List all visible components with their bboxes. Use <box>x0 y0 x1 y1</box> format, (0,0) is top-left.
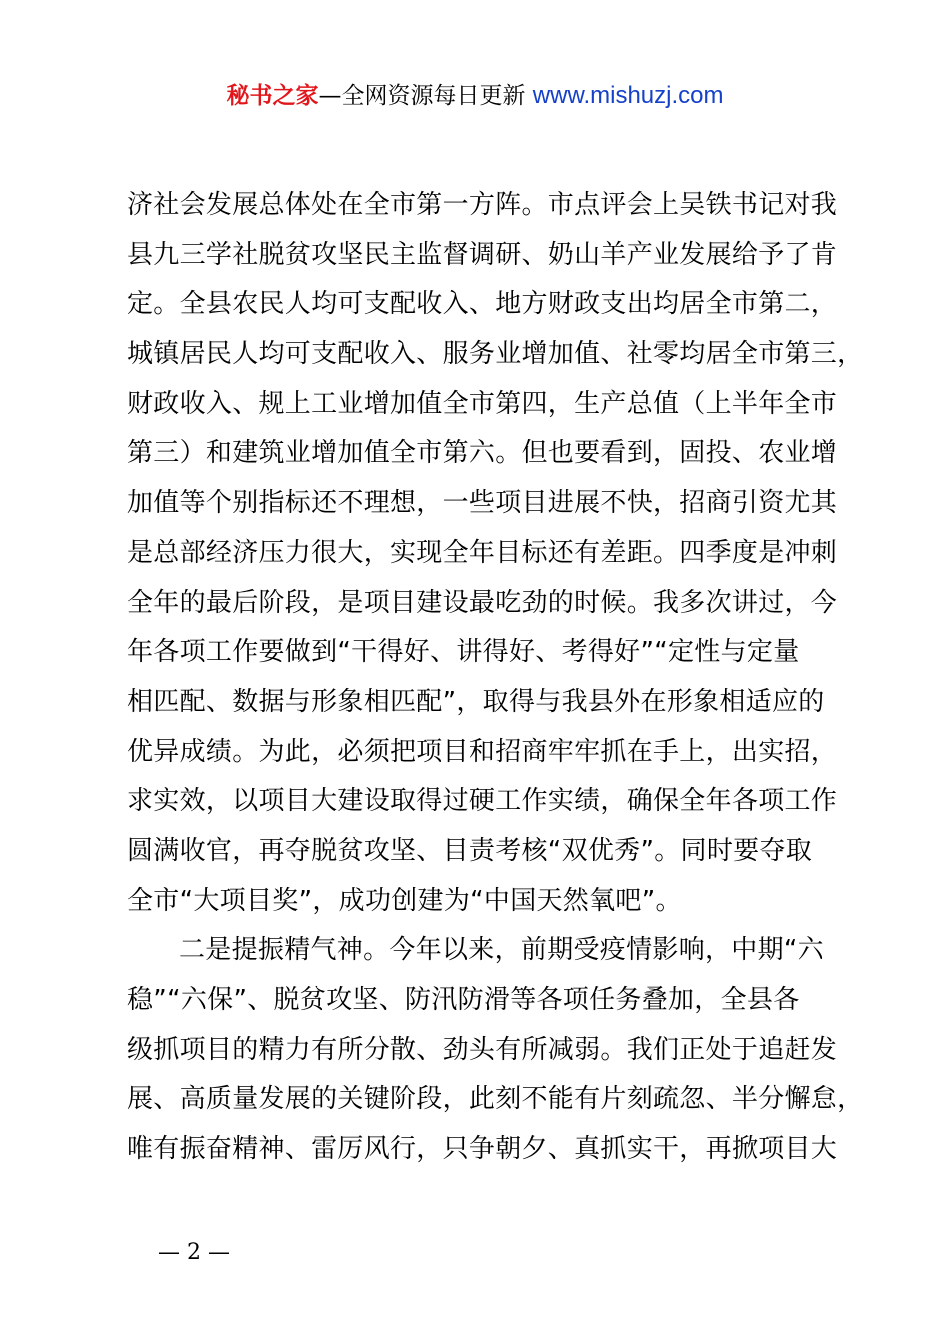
page-number: — 2 — <box>158 1240 230 1265</box>
header-tagline: —全网资源每日更新 <box>318 83 526 109</box>
text-line: 全市“大项目奖”，成功创建为“中国天然氧吧”。 <box>127 885 682 916</box>
text-line: 第三）和建筑业增加值全市第六。但也要看到，固投、农业增 <box>127 438 838 469</box>
text-line: 求实效，以项目大建设取得过硬工作实绩，确保全年各项工作 <box>127 786 838 817</box>
text-line: 展、高质量发展的关键阶段，此刻不能有片刻疏忽、半分懈怠， <box>127 1084 864 1115</box>
text-line: 圆满收官，再夺脱贫攻坚、目责考核“双优秀”。同时要夺取 <box>127 835 813 866</box>
text-line: 稳”“六保”、脱贫攻坚、防汛防滑等各项任务叠加，全县各 <box>127 985 800 1015</box>
text-line: 济社会发展总体处在全市第一方阵。市点评会上吴铁书记对我 <box>127 190 838 220</box>
text-line: 级抓项目的精力有所分散、劲头有所减弱。我们正处于追赶发 <box>127 1034 838 1065</box>
text-line: 城镇居民人均可支配收入、服务业增加值、社零均居全市第三， <box>127 339 864 370</box>
text-line: 全年的最后阶段，是项目建设最吃劲的时候。我多次讲过，今 <box>127 587 838 618</box>
text-line: 财政收入、规上工业增加值全市第四，生产总值（上半年全市 <box>127 388 838 419</box>
text-line: 唯有振奋精神、雷厉风行，只争朝夕、真抓实干，再掀项目大 <box>127 1134 838 1165</box>
text-line: 县九三学社脱贫攻坚民主监督调研、奶山羊产业发展给予了肯 <box>127 239 838 270</box>
document-body <box>127 181 864 1175</box>
text-line: 相匹配、数据与形象相匹配”，取得与我县外在形象相适应的 <box>127 686 825 717</box>
site-url-link[interactable]: www.mishuzj.com <box>532 82 724 109</box>
text-line: 加值等个别指标还不理想，一些项目进展不快，招商引资尤其 <box>127 488 838 519</box>
text-line: 是总部经济压力很大，实现全年目标还有差距。四季度是冲刺 <box>127 537 838 568</box>
paragraph-start-line: 二是提振精气神。今年以来，前期受疫情影响，中期“六 <box>179 935 824 966</box>
brand-name: 秘书之家 <box>226 83 319 109</box>
site-header <box>0 80 950 112</box>
text-line: 优异成绩。为此，必须把项目和招商牢牢抓在手上，出实招， <box>127 736 838 767</box>
text-line: 定。全县农民人均可支配收入、地方财政支出均居全市第二， <box>127 289 838 320</box>
text-line: 年各项工作要做到“干得好、讲得好、考得好”“定性与定量 <box>127 637 800 668</box>
